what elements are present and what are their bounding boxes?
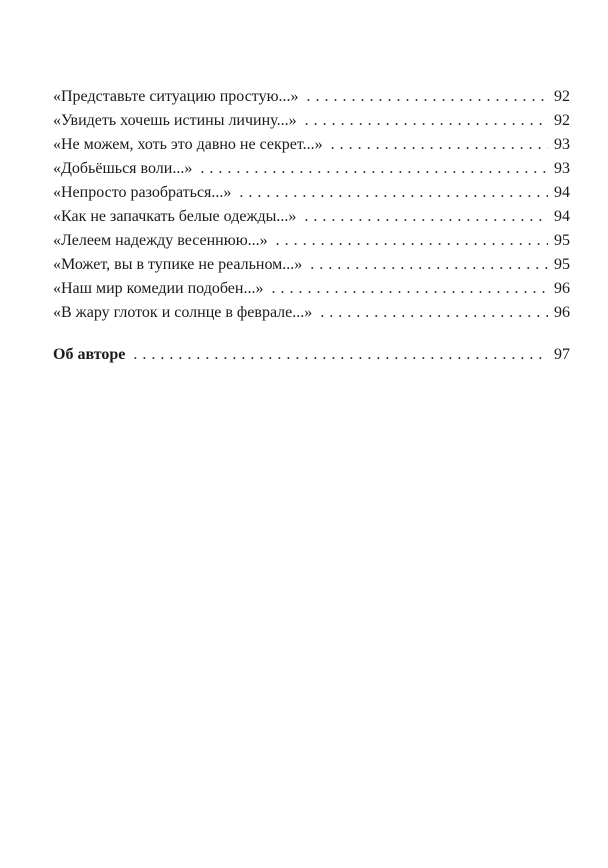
- toc-entry-title: «Непросто разобраться...»: [53, 184, 232, 201]
- table-of-contents: [53, 85, 570, 367]
- toc-entry-page: 93: [554, 160, 570, 177]
- toc-entry-page: 96: [554, 280, 570, 297]
- dot-leader: [239, 181, 548, 205]
- dot-leader: [310, 253, 548, 277]
- toc-entry: [53, 109, 570, 133]
- dot-leader: [276, 229, 548, 253]
- toc-entry-about-author: [53, 343, 570, 367]
- toc-entry-title: Об авторе: [53, 346, 126, 363]
- toc-entry-title: «Добьёшься воли...»: [53, 160, 193, 177]
- toc-spacer: [53, 325, 570, 343]
- toc-entry: [53, 133, 570, 157]
- dot-leader: [271, 277, 548, 301]
- toc-entry: [53, 205, 570, 229]
- toc-entry-page: 92: [554, 112, 570, 129]
- toc-entry: [53, 229, 570, 253]
- dot-leader: [331, 133, 548, 157]
- toc-entry-page: 95: [554, 232, 570, 249]
- toc-entry-page: 92: [554, 88, 570, 105]
- toc-entry: [53, 85, 570, 109]
- toc-entry-title: «Представьте ситуацию простую...»: [53, 88, 299, 105]
- toc-entry-title: «Не можем, хоть это давно не секрет...»: [53, 136, 323, 153]
- toc-entry-page: 96: [554, 304, 570, 321]
- toc-entry-title: «Лелеем надежду весеннюю...»: [53, 232, 268, 249]
- toc-entry-title: «Увидеть хочешь истины личину...»: [53, 112, 297, 129]
- toc-entry-title: «Может, вы в тупике не реальном...»: [53, 256, 303, 273]
- toc-entry-title: «В жару глоток и солнце в феврале...»: [53, 304, 313, 321]
- toc-entry: [53, 181, 570, 205]
- toc-entry-title: «Как не запачкать белые одежды...»: [53, 208, 297, 225]
- toc-entry: [53, 301, 570, 325]
- dot-leader: [305, 109, 548, 133]
- toc-entry: [53, 253, 570, 277]
- toc-entry-page: 95: [554, 256, 570, 273]
- toc-entry-page: 94: [554, 184, 570, 201]
- toc-entry-page: 94: [554, 208, 570, 225]
- toc-entry: [53, 277, 570, 301]
- toc-entry-page: 93: [554, 136, 570, 153]
- toc-entry-title: «Наш мир комедии подобен...»: [53, 280, 264, 297]
- toc-entry: [53, 157, 570, 181]
- dot-leader: [320, 301, 548, 325]
- dot-leader: [133, 343, 548, 367]
- dot-leader: [200, 157, 548, 181]
- dot-leader: [307, 85, 548, 109]
- toc-entry-page: 97: [554, 346, 570, 363]
- dot-leader: [304, 205, 548, 229]
